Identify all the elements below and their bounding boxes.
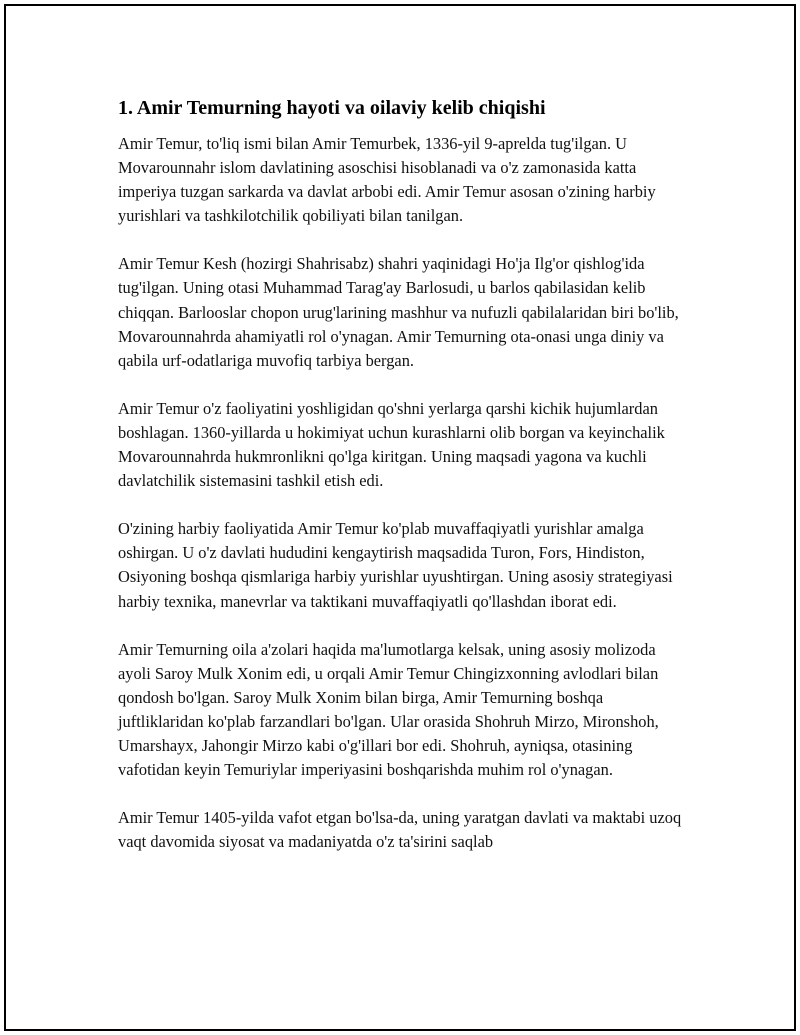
document-body	[118, 95, 692, 878]
section-heading: 1. Amir Temurning hayoti va oilaviy kelib chiqishi	[118, 97, 546, 119]
paragraph-early-career: Amir Temur o'z faoliyatini yoshligidan qo'shni yerlarga qarshi kichik hujumlardan boshlagan. 1360-yillarda u hokimiyat uchun kurashlarni olib borgan va keyinchalik Movarounnahrda hukmronlikni qo'lga kiritgan. Uning maqsadi yagona va kuchli davlatchilik sistemasini tashkil etish edi.	[118, 398, 665, 491]
paragraph-birth: Amir Temur, to'liq ismi bilan Amir Temurbek, 1336-yil 9-aprelda tug'ilgan. U Movarounnahr islom davlatining asoschisi hisoblanadi va o'z zamonasida katta imperiya tuzgan sarkarda va davlat arbobi edi. Amir Temur asosan o'zining harbiy yurishlari va tashkilotchilik qobiliyati bilan tanilgan.	[118, 134, 656, 226]
paragraph-origin: Amir Temur Kesh (hozirgi Shahrisabz) shahri yaqinidagi Ho'ja Ilg'or qishlog'ida tug'ilgan. Uning otasi Muhammad Tarag'ay Barlosudi, u barlos qabilasidan kelib chiqqan. Barlooslar chopon urug'larining mashhur va nufuzli qabilalaridan biri bo'lib, Movarounnahrda ahamiyatli rol o'ynagan. Amir Temurning ota-onasi unga diniy va qabila urf-odatlariga muvofiq tarbiya bergan.	[118, 254, 679, 370]
paragraph-legacy: Amir Temur 1405-yilda vafot etgan bo'lsa-da, uning yaratgan davlati va maktabi uzoq vaqt davomida siyosat va madaniyatda o'z ta'sirini saqlab	[118, 808, 682, 852]
paragraph-family: Amir Temurning oila a'zolari haqida ma'lumotlarga kelsak, uning asosiy molizoda ayoli Saroy Mulk Xonim edi, u orqali Amir Temur Chingizxonning avlodlari bilan qondosh bo'lgan. Saroy Mulk Xonim bilan birga, Amir Temurning boshqa juftliklaridan ko'plab farzandlari bo'lgan. Ular orasida Shohruh Mirzo, Mironshoh, Umarshayx, Jahongir Mirzo kabi o'g'illari bor edi. Shohruh, ayniqsa, otasining vafotidan keyin Temuriylar imperiyasini boshqarishda muhim rol o'ynagan.	[118, 639, 659, 780]
paragraph-military: O'zining harbiy faoliyatida Amir Temur ko'plab muvaffaqiyatli yurishlar amalga oshirgan. U o'z davlati hududini kengaytirish maqsadida Turon, Fors, Hindiston, Osiyoning boshqa qismlariga harbiy yurishlar uyushtirgan. Uning asosiy strategiyasi harbiy texnika, manevrlar va taktikani muvaffaqiyatli qo'llashdan iborat edi.	[118, 519, 673, 611]
